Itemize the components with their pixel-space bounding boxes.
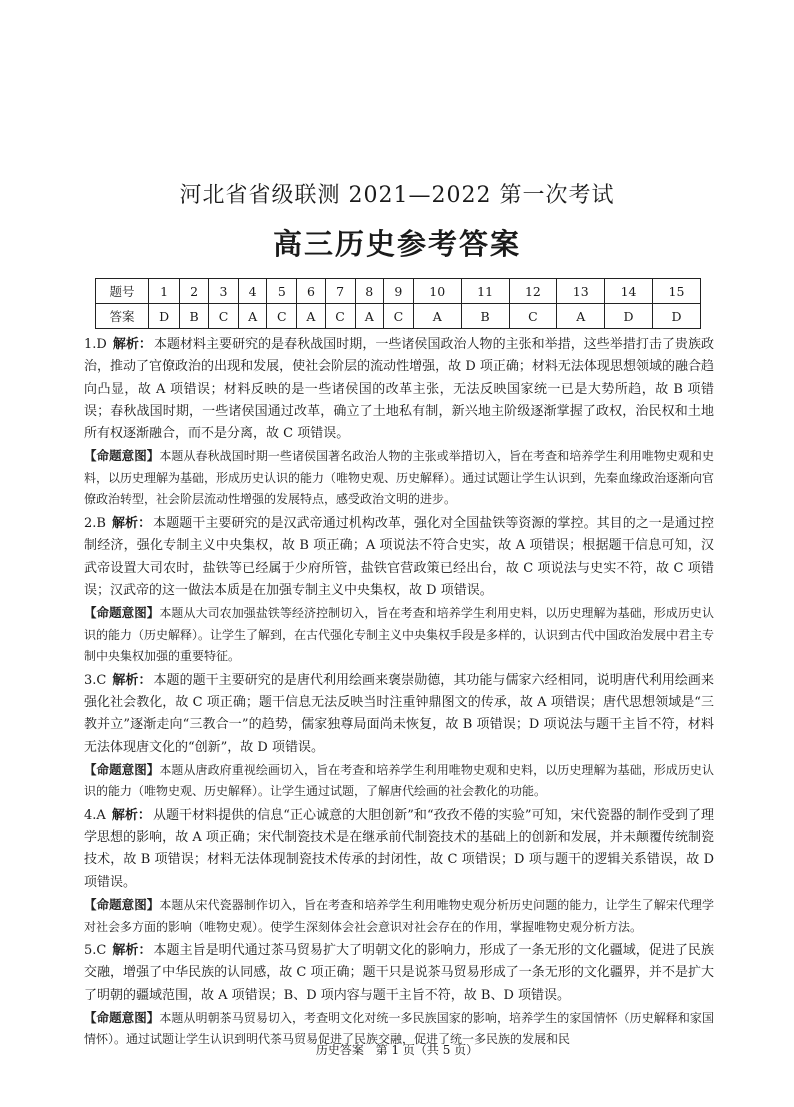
question-analysis	[84, 513, 714, 602]
intent-text: 本题从明朝茶马贸易切入，考查明文化对统一多民族国家的影响，培养学生的家国情怀（历史解释和家国情怀）。通过试题让学生认识到明代茶马贸易促进了民族交融，促进了统一多民族的发展和民	[84, 1010, 714, 1047]
table-cell: A	[355, 304, 383, 329]
table-cell: 2	[180, 279, 209, 304]
analysis-text: 从题干材料提供的信息“正心诚意的大胆创新”和“孜孜不倦的实验”可知，宋代瓷器的制作受到了理学思想的影响，故 A 项正确；宋代制瓷技术是在继承前代制瓷技术的基础上的创新和发展，并未颠覆传统制瓷技术，故 B 项错误；材料无法体现制瓷技术传承的封闭性，故 C 项错误；D 项与题干的逻辑关系错误，故 D 项错误。	[84, 807, 714, 890]
table-row-numbers	[96, 279, 701, 304]
footer-subject: 历史答案	[315, 1043, 364, 1057]
table-cell: 12	[509, 279, 557, 304]
table-cell: 7	[325, 279, 355, 304]
intent-label: 【命题意图】	[84, 761, 160, 777]
footer-page-number: 第 1 页（共 5 页）	[375, 1043, 479, 1057]
table-cell: D	[652, 304, 700, 329]
question-number: 1.D	[84, 337, 107, 352]
exam-title: 河北省省级联测 2021—2022 第一次考试	[179, 183, 615, 208]
table-row-answers	[96, 304, 701, 329]
intent-label: 【命题意图】	[84, 897, 160, 913]
analysis-label: 解析：	[112, 943, 152, 959]
table-cell: 10	[413, 279, 461, 304]
table-cell: B	[461, 304, 509, 329]
table-cell: 11	[461, 279, 509, 304]
table-cell: C	[267, 304, 297, 329]
table-header-cell: 题号	[96, 279, 149, 304]
table-cell: 8	[355, 279, 383, 304]
table-cell: A	[557, 304, 605, 329]
table-cell: A	[238, 304, 266, 329]
table-cell: C	[209, 304, 239, 329]
table-cell: 14	[605, 279, 653, 304]
table-cell: B	[180, 304, 209, 329]
intent-text: 本题从唐政府重视绘画切入，旨在考查和培养学生利用唯物史观和史料，以历史理解为基础，形成历史认识的能力（唯物史观、历史解释）。让学生通过试题，了解唐代绘画的社会教化的功能。	[84, 762, 714, 799]
question-intent	[84, 445, 714, 511]
intent-text: 本题从大司农加强盐铁等经济控制切入，旨在考查和培养学生利用史料，以历史理解为基础，形成历史认识的能力（历史解释）。让学生了解到，在古代强化专制主义中央集权手段是多样的，认识到古代中国政治发展中君主专制中央集权加强的重要特征。	[84, 606, 715, 664]
table-cell: 15	[652, 279, 700, 304]
analysis-label: 解析：	[112, 672, 152, 688]
question-number: 5.C	[84, 943, 107, 959]
table-cell: C	[509, 304, 557, 329]
page-footer	[0, 1041, 794, 1058]
intent-label: 【命题意图】	[84, 448, 160, 464]
question-number: 3.C	[84, 672, 107, 688]
table-cell: 9	[383, 279, 413, 304]
table-cell: A	[413, 304, 461, 329]
page-title: 高三历史参考答案	[272, 227, 521, 261]
question-number: 4.A	[84, 807, 106, 823]
question-intent	[84, 759, 714, 803]
analysis-text: 本题主旨是明代通过茶马贸易扩大了明朝文化的影响力，形成了一条无形的文化疆域，促进了民族交融，增强了中华民族的认同感，故 C 项正确；题干只是说茶马贸易形成了一条无形的文化疆界，并不是扩大了明朝的疆域范围，故 A 项错误；B、D 项内容与题干主旨不符，故 B、D 项错误。	[84, 943, 714, 1003]
table-cell: C	[325, 304, 355, 329]
analysis-label: 解析：	[111, 515, 152, 531]
question-analysis	[84, 670, 714, 759]
table-cell: D	[149, 304, 180, 329]
table-cell: C	[383, 304, 413, 329]
question-analysis	[84, 334, 714, 445]
table-cell: 6	[297, 279, 325, 304]
intent-label: 【命题意图】	[84, 1009, 160, 1025]
answer-explanations	[84, 334, 714, 1053]
question-intent	[84, 602, 714, 668]
question-intent	[84, 894, 714, 938]
table-cell: D	[605, 304, 653, 329]
answer-table	[95, 278, 701, 329]
intent-text: 本题从宋代瓷器制作切入，旨在考查和培养学生利用唯物史观分析历史问题的能力，让学生了解宋代理学对社会多方面的影响（唯物史观）。使学生深刻体会社会意识对社会存在的作用，掌握唯物史观分析方法。	[84, 898, 714, 934]
table-header-cell: 答案	[96, 304, 149, 329]
question-analysis	[84, 940, 714, 1007]
table-cell: 3	[209, 279, 239, 304]
table-cell: 4	[238, 279, 266, 304]
intent-text: 本题从春秋战国时期一些诸侯国著名政治人物的主张或举措切入，旨在考查和培养学生利用唯物史观和史料，以历史理解为基础，形成历史认识的能力（唯物史观、历史解释）。通过试题让学生认识到，先秦血缘政治逐渐向官僚政治转型，社会阶层流动性增强的发展特点，感受政治文明的进步。	[84, 449, 715, 507]
analysis-text: 本题的题干主要研究的是唐代利用绘画来褒崇勋德，其功能与儒家六经相同，说明唐代利用绘画来强化社会教化，故 C 项正确；题干信息无法反映当时注重钟鼎图文的传承，故 A 项错误；唐代思想领域是“三教并立”逐渐走向“三教合一”的趋势，儒家独尊局面尚未恢复，故 B 项错误；D 项说法与题干主旨不符，材料无法体现唐文化的“创新”，故 D 项错误。	[84, 672, 714, 755]
table-cell: 13	[557, 279, 605, 304]
table-cell: A	[297, 304, 325, 329]
table-cell: 5	[267, 279, 297, 304]
question-number: 2.B	[84, 515, 106, 531]
analysis-label: 解析：	[111, 807, 151, 823]
analysis-text: 本题题干主要研究的是汉武帝通过机构改革，强化对全国盐铁等资源的掌控。其目的之一是通过控制经济，强化专制主义中央集权，故 B 项正确；A 项说法不符合史实，故 A 项错误；根据题干信息可知，汉武帝设置大司农时，盐铁等已经属于少府所管，盐铁官营政策已经出台，故 C 项说法与史实不符，故 C 项错误；汉武帝的这一做法本质是在加强专制主义中央集权，故 D 项错误。	[84, 515, 714, 598]
question-analysis	[84, 805, 714, 894]
table-cell: 1	[149, 279, 180, 304]
intent-label: 【命题意图】	[84, 605, 160, 621]
analysis-text: 本题材料主要研究的是春秋战国时期，一些诸侯国政治人物的主张和举措，这些举措打击了贵族政治，推动了官僚政治的出现和发展，使社会阶层的流动性增强，故 D 项正确；材料无法体现思想领域的融合趋向凸显，故 A 项错误；材料反映的是一些诸侯国的改革主张，无法反映国家统一已是大势所趋，故 B 项错误；春秋战国时期，一些诸侯国通过改革，确立了土地私有制，新兴地主阶级逐渐掌握了政权，治民权和土地所有权逐渐融合，而不是分离，故 C 项错误。	[84, 337, 714, 442]
analysis-label: 解析：	[112, 337, 152, 352]
